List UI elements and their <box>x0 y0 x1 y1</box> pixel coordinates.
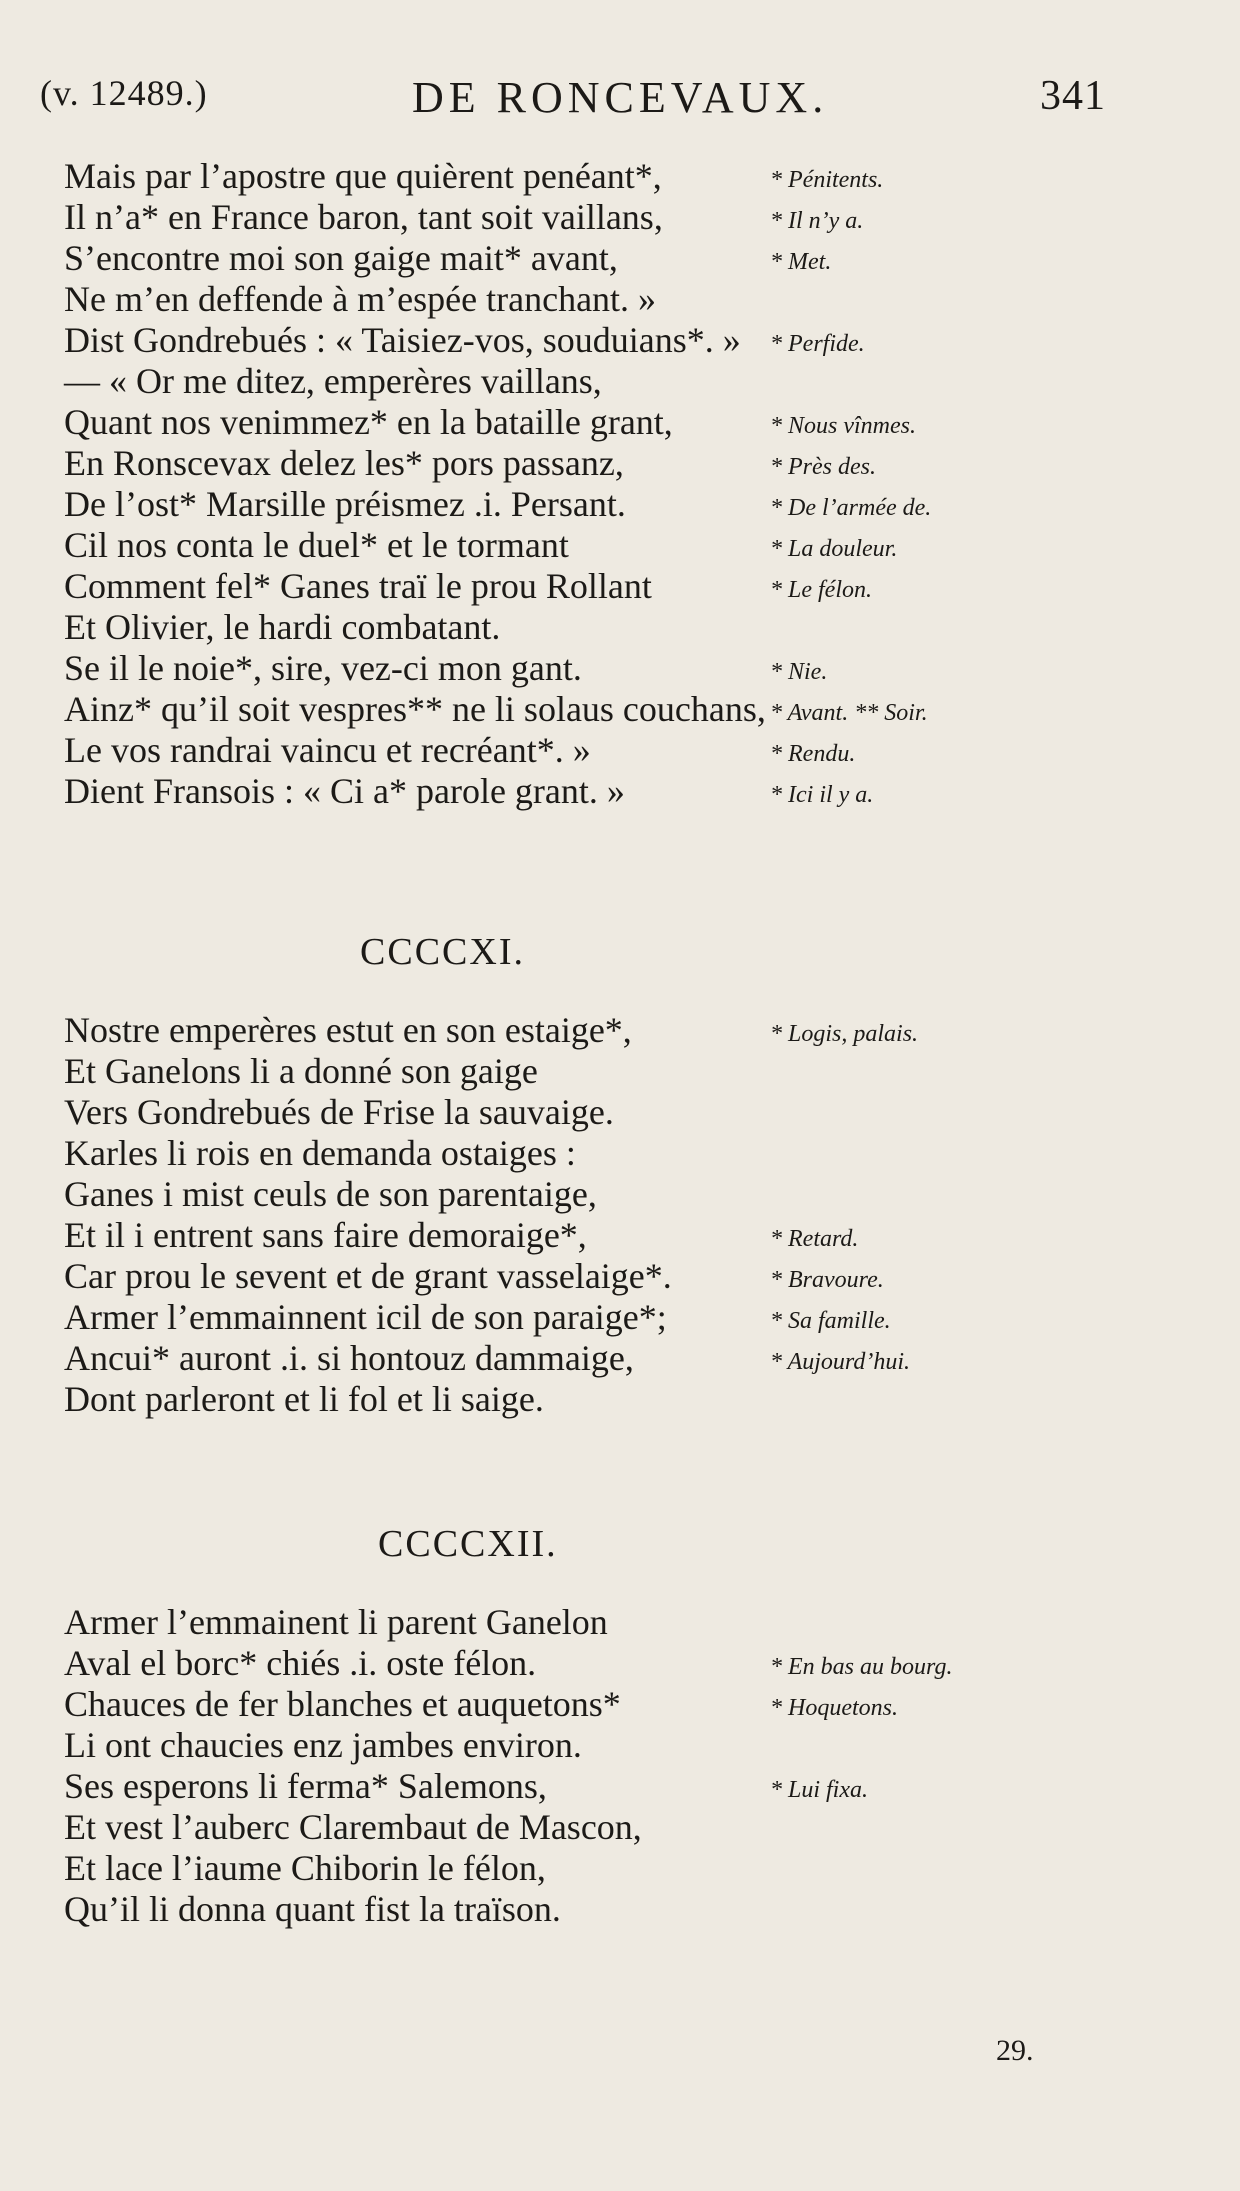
verse-line: Qu’il li donna quant fist la traïson. <box>64 1889 561 1929</box>
verse-line: Li ont chaucies enz jambes environ. <box>64 1725 582 1765</box>
verse-line: Quant nos venimmez* en la bataille grant, <box>64 402 673 442</box>
gloss-note: * Le félon. <box>770 577 872 603</box>
verse-line: Ancui* auront .i. si hontouz dammaige, <box>64 1338 634 1378</box>
gloss-note: * Met. <box>770 249 832 275</box>
verse-line: Ganes i mist ceuls de son parentaige, <box>64 1174 597 1214</box>
verse-line: Dist Gondrebués : « Taisiez-vos, souduians*. » <box>64 320 741 360</box>
verse-line: Mais par l’apostre que quièrent penéant*, <box>64 156 662 196</box>
verse-line: — « Or me ditez, emperères vaillans, <box>64 361 602 401</box>
gloss-note: * Bravoure. <box>770 1267 884 1293</box>
verse-line: Car prou le sevent et de grant vasselaige*. <box>64 1256 672 1296</box>
verse-line: Ses esperons li ferma* Salemons, <box>64 1766 547 1806</box>
page-number: 341 <box>1040 73 1106 119</box>
gloss-note: * Hoquetons. <box>770 1695 898 1721</box>
verse-line: Dont parleront et li fol et li saige. <box>64 1379 544 1419</box>
verse-line: En Ronscevax delez les* pors passanz, <box>64 443 624 483</box>
verse-line: Comment fel* Ganes traï le prou Rollant <box>64 566 652 606</box>
signature-mark: 29. <box>996 2034 1034 2067</box>
gloss-note: * Retard. <box>770 1226 859 1252</box>
verse-line: Armer l’emmainent li parent Ganelon <box>64 1602 608 1642</box>
gloss-note: * La douleur. <box>770 536 898 562</box>
verse-line: Chauces de fer blanches et auquetons* <box>64 1684 621 1724</box>
gloss-note: * Sa famille. <box>770 1308 891 1334</box>
verse-line: Ainz* qu’il soit vespres** ne li solaus couchans, <box>64 689 766 729</box>
verse-line: Aval el borc* chiés .i. oste félon. <box>64 1643 537 1683</box>
verse-line: Karles li rois en demanda ostaiges : <box>64 1133 576 1173</box>
section-heading: CCCCXI. <box>360 931 525 973</box>
gloss-note: * Perfide. <box>770 331 865 357</box>
verse-line: Armer l’emmainnent icil de son paraige*; <box>64 1297 667 1337</box>
gloss-note: * De l’armée de. <box>770 495 932 521</box>
verse-line: Cil nos conta le duel* et le tormant <box>64 525 569 565</box>
running-title: DE RONCEVAUX. <box>412 73 829 122</box>
gloss-note: * Ici il y a. <box>770 782 874 808</box>
verse-line: Le vos randrai vaincu et recréant*. » <box>64 730 591 770</box>
verse-line: Se il le noie*, sire, vez-ci mon gant. <box>64 648 582 688</box>
verse-line: Nostre emperères estut en son estaige*, <box>64 1010 632 1050</box>
gloss-note: * Logis, palais. <box>770 1021 919 1047</box>
section-heading: CCCCXII. <box>378 1523 558 1565</box>
gloss-note: * Avant. ** Soir. <box>770 700 928 726</box>
verse-line: Il n’a* en France baron, tant soit vaillans, <box>64 197 663 237</box>
gloss-note: * Il n’y a. <box>770 208 864 234</box>
verse-line: S’encontre moi son gaige mait* avant, <box>64 238 618 278</box>
gloss-note: * Nous vînmes. <box>770 413 916 439</box>
verse-line: Vers Gondrebués de Frise la sauvaige. <box>64 1092 614 1132</box>
verse-line: Et vest l’auberc Clarembaut de Mascon, <box>64 1807 642 1847</box>
gloss-note: * Aujourd’hui. <box>770 1349 911 1375</box>
verse-line: De l’ost* Marsille préismez .i. Persant. <box>64 484 626 524</box>
verse-line: Ne m’en deffende à m’espée tranchant. » <box>64 279 657 319</box>
gloss-note: * Lui fixa. <box>770 1777 869 1803</box>
gloss-note: * Rendu. <box>770 741 856 767</box>
verse-range: (v. 12489.) <box>40 73 208 113</box>
verse-line: Et il i entrent sans faire demoraige*, <box>64 1215 587 1255</box>
gloss-note: * Près des. <box>770 454 876 480</box>
verse-line: Et Olivier, le hardi combatant. <box>64 607 501 647</box>
verse-line: Dient Fransois : « Ci a* parole grant. » <box>64 771 625 811</box>
gloss-note: * En bas au bourg. <box>770 1654 953 1680</box>
verse-line: Et Ganelons li a donné son gaige <box>64 1051 538 1091</box>
verse-line: Et lace l’iaume Chiborin le félon, <box>64 1848 546 1888</box>
gloss-note: * Pénitents. <box>770 167 884 193</box>
gloss-note: * Nie. <box>770 659 828 685</box>
